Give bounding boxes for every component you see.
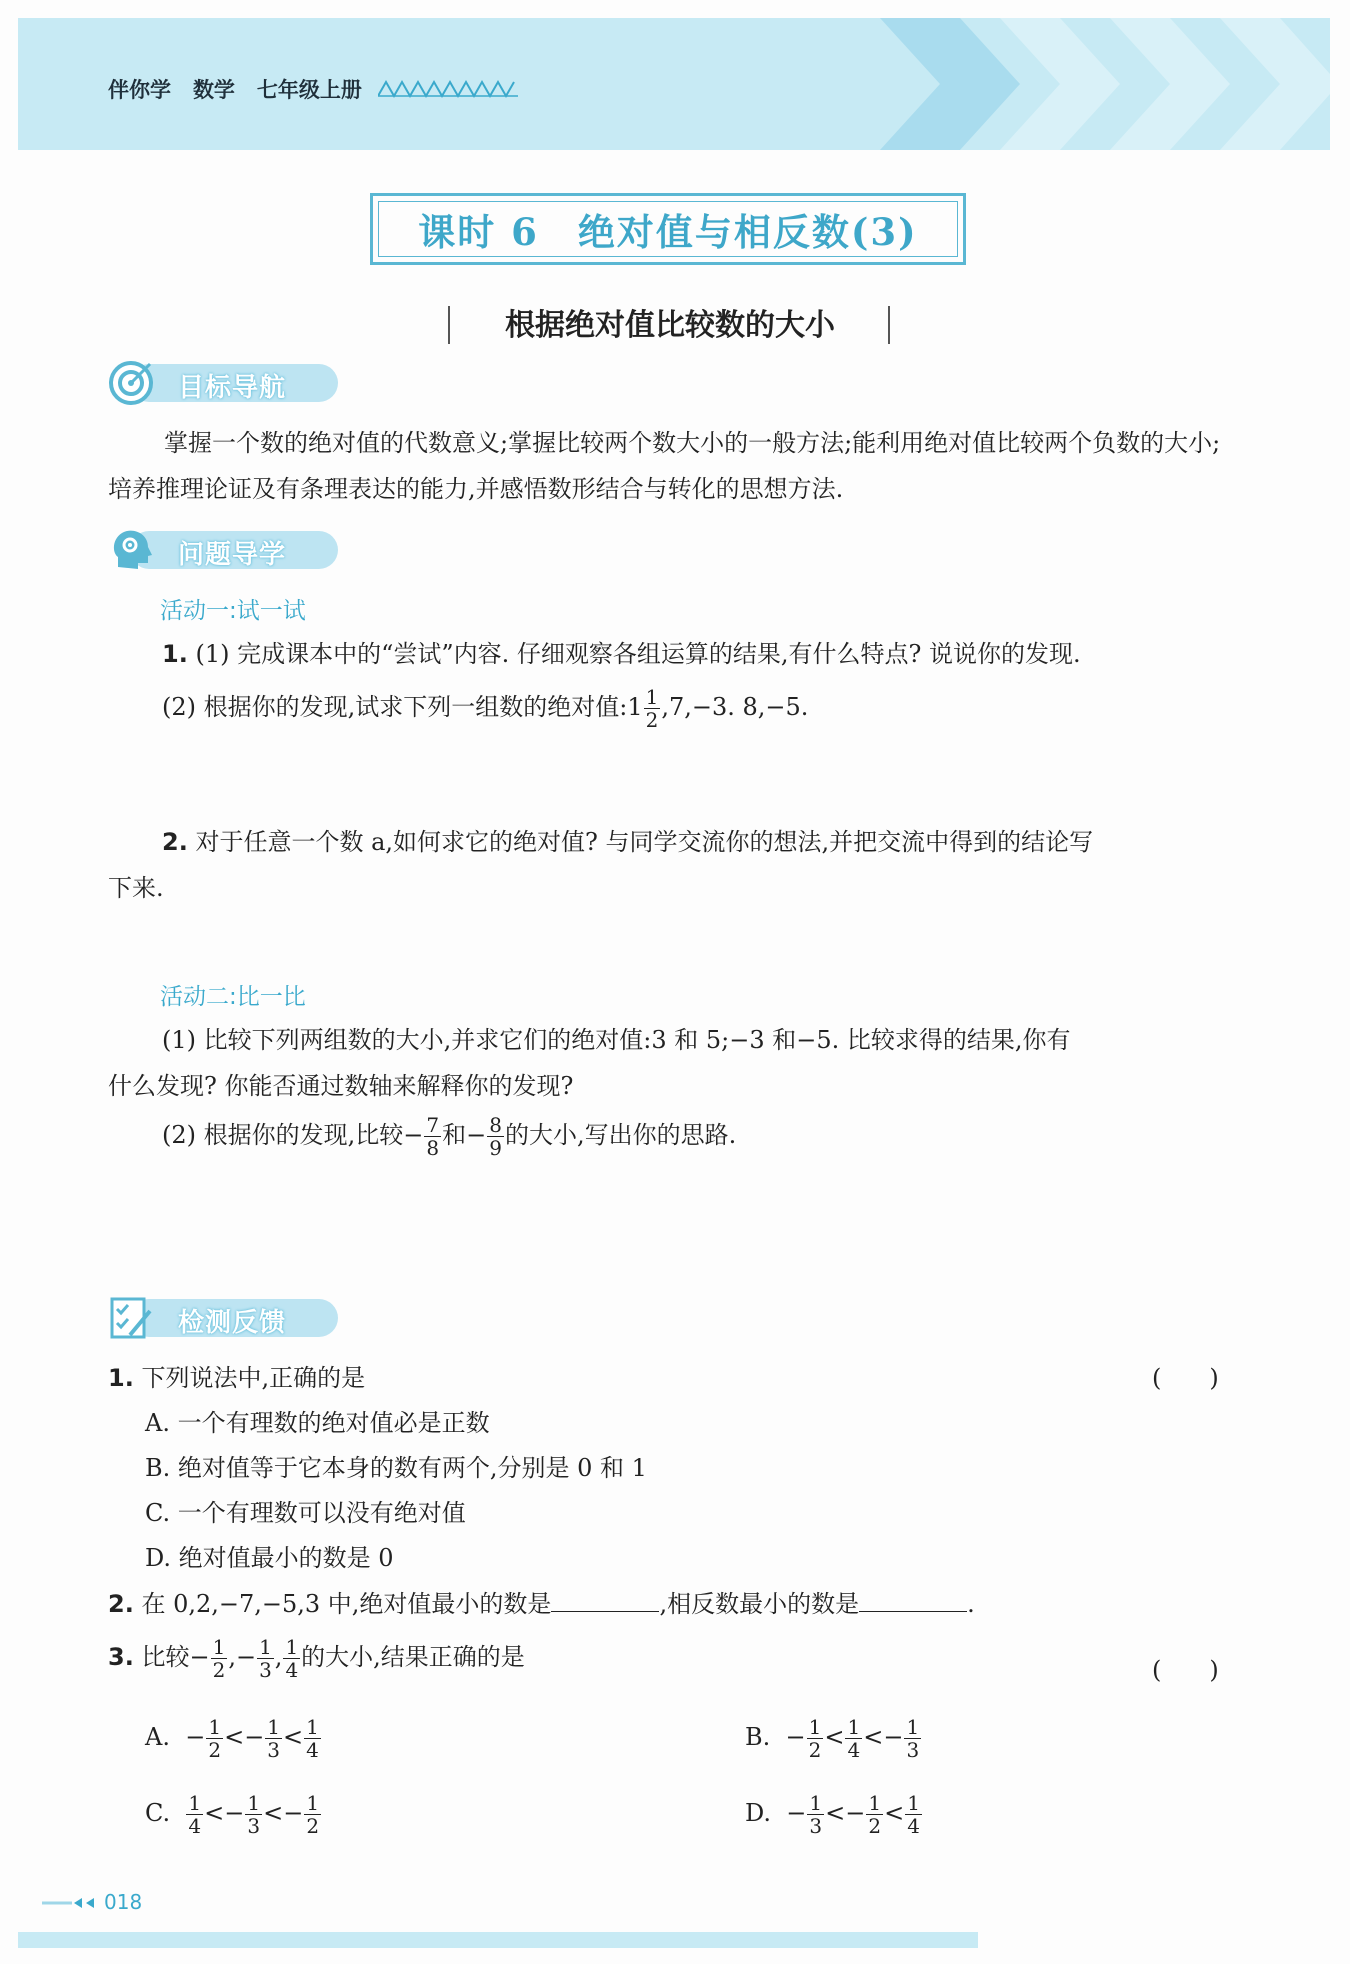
answer-paren: ( ) <box>1152 1364 1219 1392</box>
denominator: 3 <box>259 1658 272 1682</box>
minus: − <box>883 1723 904 1751</box>
less-than: < <box>884 1799 905 1827</box>
fraction <box>283 1636 300 1681</box>
section-label-feedback: 检测反馈 <box>178 1308 287 1338</box>
question-number: 2. <box>162 828 188 856</box>
guide-q2-line2: 下来. <box>108 874 164 902</box>
subtitle-right-bar <box>888 306 890 344</box>
question-text: ,7,−3. 8,−5. <box>661 693 809 721</box>
activity-1-title: 活动一:试一试 <box>160 598 306 624</box>
less-than: < <box>863 1723 884 1751</box>
question-text: (1) 完成课本中的“尝试”内容. 仔细观察各组运算的结果,有什么特点? 说说你的发现. <box>195 640 1081 668</box>
section-header-guide <box>108 527 338 573</box>
q3-option-a <box>145 1716 322 1761</box>
minus: − <box>845 1799 866 1827</box>
answer-blank[interactable] <box>551 1589 659 1612</box>
numerator: 1 <box>188 1791 202 1815</box>
denominator: 2 <box>306 1814 320 1838</box>
numerator: 1 <box>306 1791 320 1815</box>
activity2-part1-line2: 什么发现? 你能否通过数轴来解释你的发现? <box>108 1072 574 1100</box>
denominator: 9 <box>489 1136 502 1160</box>
numerator: 1 <box>208 1715 222 1739</box>
less-than: < <box>263 1799 284 1827</box>
minus: − <box>244 1723 265 1751</box>
question-text: 对于任意一个数 a,如何求它的绝对值? 与同学交流你的想法,并把交流中得到的结论写 <box>195 828 1094 856</box>
numerator: 1 <box>645 685 659 709</box>
goals-text: 掌握一个数的绝对值的代数意义;掌握比较两个数大小的一般方法;能利用绝对值比较两个负数的大小;培养推理论证及有条理表达的能力,并感悟数形结合与转化的思想方法. <box>108 429 1221 503</box>
book-name: 伴你学 <box>108 78 171 102</box>
question-text: . <box>967 1590 975 1618</box>
zigzag-decoration-icon <box>378 78 518 98</box>
feedback-q3 <box>108 1636 525 1681</box>
numerator: 1 <box>267 1715 281 1739</box>
question-text: ,相反数最小的数是 <box>659 1590 860 1618</box>
numerator: 1 <box>809 1791 823 1815</box>
denominator: 3 <box>267 1738 281 1762</box>
less-than: < <box>824 1723 845 1751</box>
question-number: 3. <box>108 1643 134 1671</box>
activity-2-title: 活动二:比一比 <box>160 984 306 1010</box>
fraction <box>807 1716 824 1761</box>
denominator: 2 <box>212 1658 226 1682</box>
denominator: 4 <box>188 1814 202 1838</box>
answer-blank[interactable] <box>859 1589 967 1612</box>
option-c: C. 一个有理数可以没有绝对值 <box>145 1499 466 1527</box>
section-header-feedback <box>108 1295 338 1341</box>
question-number: 1. <box>108 1364 134 1392</box>
option-a: A. 一个有理数的绝对值必是正数 <box>145 1409 490 1437</box>
fraction <box>904 1716 921 1761</box>
comma: , <box>228 1643 236 1671</box>
denominator: 8 <box>426 1136 440 1160</box>
numerator: 7 <box>426 1113 440 1137</box>
arrow-decoration-icon <box>42 1896 98 1910</box>
fraction <box>644 686 661 731</box>
title-inner-border <box>378 201 958 257</box>
minus: − <box>224 1799 245 1827</box>
activity2-part1-line1: (1) 比较下列两组数的大小,并求它们的绝对值:3 和 5;−3 和−5. 比较求得的结果,你有 <box>162 1026 1071 1054</box>
numerator: 1 <box>907 1791 920 1815</box>
numerator: 8 <box>489 1113 502 1137</box>
denominator: 4 <box>907 1814 920 1838</box>
lesson-title-box <box>370 193 966 265</box>
question-text: 下列说法中,正确的是 <box>141 1364 366 1392</box>
denominator: 2 <box>208 1738 222 1762</box>
denominator: 3 <box>247 1814 261 1838</box>
activity2-part2 <box>162 1114 736 1159</box>
option-letter: D. <box>745 1799 772 1827</box>
denominator: 3 <box>906 1738 920 1762</box>
numerator: 1 <box>847 1715 861 1739</box>
question-text: 的大小,写出你的思路. <box>504 1121 737 1149</box>
option-letter: C. <box>145 1799 171 1827</box>
option-d: D. 绝对值最小的数是 0 <box>145 1544 394 1572</box>
fraction <box>905 1792 922 1837</box>
less-than: < <box>283 1723 304 1751</box>
fraction <box>807 1792 824 1837</box>
denominator: 2 <box>808 1738 822 1762</box>
denominator: 2 <box>868 1814 882 1838</box>
grade-name: 七年级上册 <box>256 78 362 102</box>
feedback-q2 <box>108 1584 975 1619</box>
question-number: 2. <box>108 1590 134 1618</box>
option-letter: A. <box>145 1723 170 1751</box>
lesson-title: 课时 6 绝对值与相反数(3) <box>418 210 918 254</box>
fraction <box>257 1636 274 1681</box>
fraction <box>487 1114 504 1159</box>
numerator: 1 <box>306 1715 319 1739</box>
head-gear-icon <box>108 527 154 573</box>
fraction <box>304 1716 321 1761</box>
numerator: 1 <box>212 1635 226 1659</box>
fraction <box>186 1792 203 1837</box>
numerator: 1 <box>868 1791 882 1815</box>
question-text: 和− <box>442 1121 487 1149</box>
comma: , <box>274 1643 283 1671</box>
guide-q2-line1 <box>162 822 1093 857</box>
minus: − <box>235 1643 257 1671</box>
denominator: 2 <box>645 708 659 732</box>
fraction <box>206 1716 223 1761</box>
question-number: 1. <box>162 640 188 668</box>
minus: − <box>786 1799 807 1827</box>
page-number: 018 <box>104 1890 143 1914</box>
denominator: 4 <box>847 1738 861 1762</box>
denominator: 4 <box>285 1658 299 1682</box>
q3-option-c <box>145 1792 322 1837</box>
minus: − <box>785 1723 806 1751</box>
footer-bar <box>18 1932 978 1948</box>
less-than: < <box>204 1799 225 1827</box>
fraction <box>265 1716 282 1761</box>
section-label-goals: 目标导航 <box>178 373 287 403</box>
lesson-subtitle: 根据绝对值比较数的大小 <box>505 308 835 343</box>
subject-name: 数学 <box>192 78 235 102</box>
fraction <box>245 1792 262 1837</box>
option-letter: B. <box>745 1723 771 1751</box>
minus: − <box>283 1799 304 1827</box>
question-text: 比较− <box>141 1643 210 1671</box>
target-icon <box>108 360 154 406</box>
numerator: 1 <box>247 1791 261 1815</box>
less-than: < <box>224 1723 245 1751</box>
q3-option-d <box>745 1792 923 1837</box>
question-text: (2) 根据你的发现,比较− <box>162 1121 424 1149</box>
fraction <box>211 1636 228 1681</box>
fraction <box>424 1114 441 1159</box>
fraction <box>845 1716 862 1761</box>
less-than: < <box>825 1799 846 1827</box>
header-book-info <box>108 74 362 104</box>
fraction <box>866 1792 883 1837</box>
question-text: (2) 根据你的发现,试求下列一组数的绝对值:1 <box>162 693 643 721</box>
guide-q1-part2 <box>162 686 808 731</box>
option-b: B. 绝对值等于它本身的数有两个,分别是 0 和 1 <box>145 1454 647 1482</box>
numerator: 1 <box>285 1635 299 1659</box>
question-text: 的大小,结果正确的是 <box>301 1643 525 1671</box>
numerator: 1 <box>906 1715 920 1739</box>
q3-option-b <box>745 1716 922 1761</box>
guide-q1-part1 <box>162 634 1081 669</box>
denominator: 4 <box>306 1738 319 1762</box>
minus: − <box>185 1723 206 1751</box>
checklist-icon <box>108 1295 154 1341</box>
section-header-goals <box>108 360 338 406</box>
numerator: 1 <box>259 1635 272 1659</box>
answer-paren: ( ) <box>1152 1656 1219 1684</box>
numerator: 1 <box>808 1715 822 1739</box>
fraction <box>304 1792 321 1837</box>
feedback-q1 <box>108 1358 365 1393</box>
question-text: 在 0,2,−7,−5,3 中,绝对值最小的数是 <box>141 1590 552 1618</box>
denominator: 3 <box>809 1814 823 1838</box>
chevron-decoration-icon <box>880 18 1330 150</box>
section-label-guide: 问题导学 <box>178 540 287 570</box>
